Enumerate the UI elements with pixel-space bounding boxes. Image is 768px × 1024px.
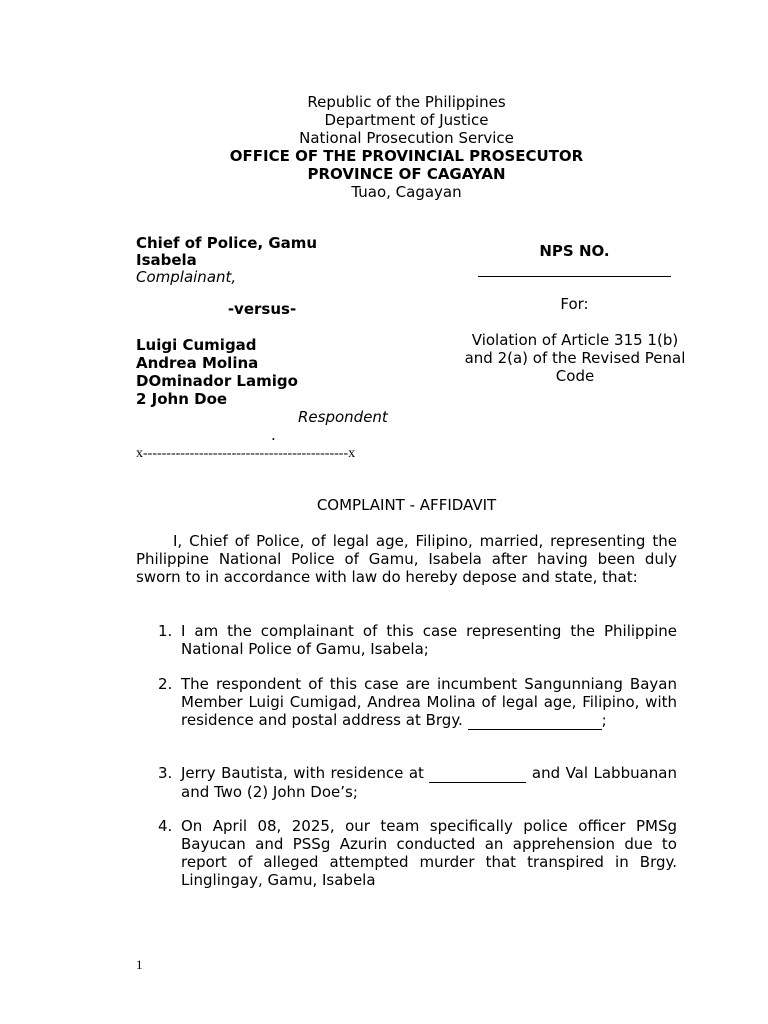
complainant-name-line2: Isabela [136, 251, 197, 269]
respondent-name-2: Andrea Molina [136, 354, 259, 372]
list-item-number: 3. [158, 764, 173, 782]
list-item-text [181, 764, 677, 801]
list-item-text: I am the complainant of this case representing the Philippine National Police of Gamu, Isabela; [181, 622, 677, 658]
respondent-name-3: DOminador Lamigo [136, 372, 298, 390]
list-item-1 [158, 622, 677, 658]
list-item-text-part: Jerry Bautista, with residence at [181, 764, 430, 782]
header-service: National Prosecution Service [299, 129, 514, 147]
nps-number-blank [478, 263, 671, 277]
respondent-name-4: 2 John Doe [136, 390, 228, 408]
list-item-2 [158, 675, 677, 730]
document-title: COMPLAINT - AFFIDAVIT [316, 496, 497, 514]
header-department: Department of Justice [324, 111, 489, 129]
list-item-text [181, 675, 677, 730]
header-province: PROVINCE OF CAGAYAN [307, 165, 506, 183]
respondent-name-1: Luigi Cumigad [136, 336, 257, 354]
list-item-text-part: and Val Labbuanan and Two (2) John Doe’s; [181, 764, 678, 801]
versus-label: -versus- [227, 300, 297, 318]
list-item-text-part: The respondent of this case are incumbent Sangunniang Bayan Member Luigi Cumigad, Andrea Molina of legal age, Filipino, with residence and postal address at Brgy. [181, 675, 677, 729]
list-item-text-part: ; [601, 711, 607, 729]
list-item-number: 2. [158, 675, 173, 693]
caption-separator: x--------------------------------------------x [136, 446, 356, 461]
header-republic: Republic of the Philippines [307, 93, 506, 111]
charge-line-2: and 2(a) of the Revised Penal [464, 349, 686, 367]
list-item-number: 1. [158, 622, 173, 640]
list-item-4 [158, 817, 677, 889]
list-item-number: 4. [158, 817, 173, 835]
page-number: 1 [136, 957, 143, 972]
for-label: For: [560, 295, 589, 313]
charge-line-3: Code [555, 367, 595, 385]
header-office: OFFICE OF THE PROVINCIAL PROSECUTOR [229, 147, 584, 165]
intro-paragraph: I, Chief of Police, of legal age, Filipino, married, representing the Philippine National Police of Gamu, Isabela after having been duly sworn to in accordance with law do hereby depose and state, that: [136, 532, 677, 586]
respondent-role: Respondent [298, 408, 388, 426]
header-location: Tuao, Cagayan [351, 183, 462, 201]
nps-number-label: NPS NO. [539, 242, 610, 260]
list-item-3 [158, 764, 677, 801]
complainant-name-line1: Chief of Police, Gamu [136, 234, 318, 252]
brgy-blank-line [468, 711, 602, 730]
respondent-period: . [271, 426, 276, 444]
residence-blank-line [429, 764, 526, 783]
list-item-text: On April 08, 2025, our team specifically police officer PMSg Bayucan and PSSg Azurin conducted an apprehension due to report of alleged attempted murder that transpired in Brgy. Linglingay, Gamu, Isabela [181, 817, 677, 889]
complainant-role: Complainant, [136, 268, 237, 286]
charge-line-1: Violation of Article 315 1(b) [471, 331, 679, 349]
